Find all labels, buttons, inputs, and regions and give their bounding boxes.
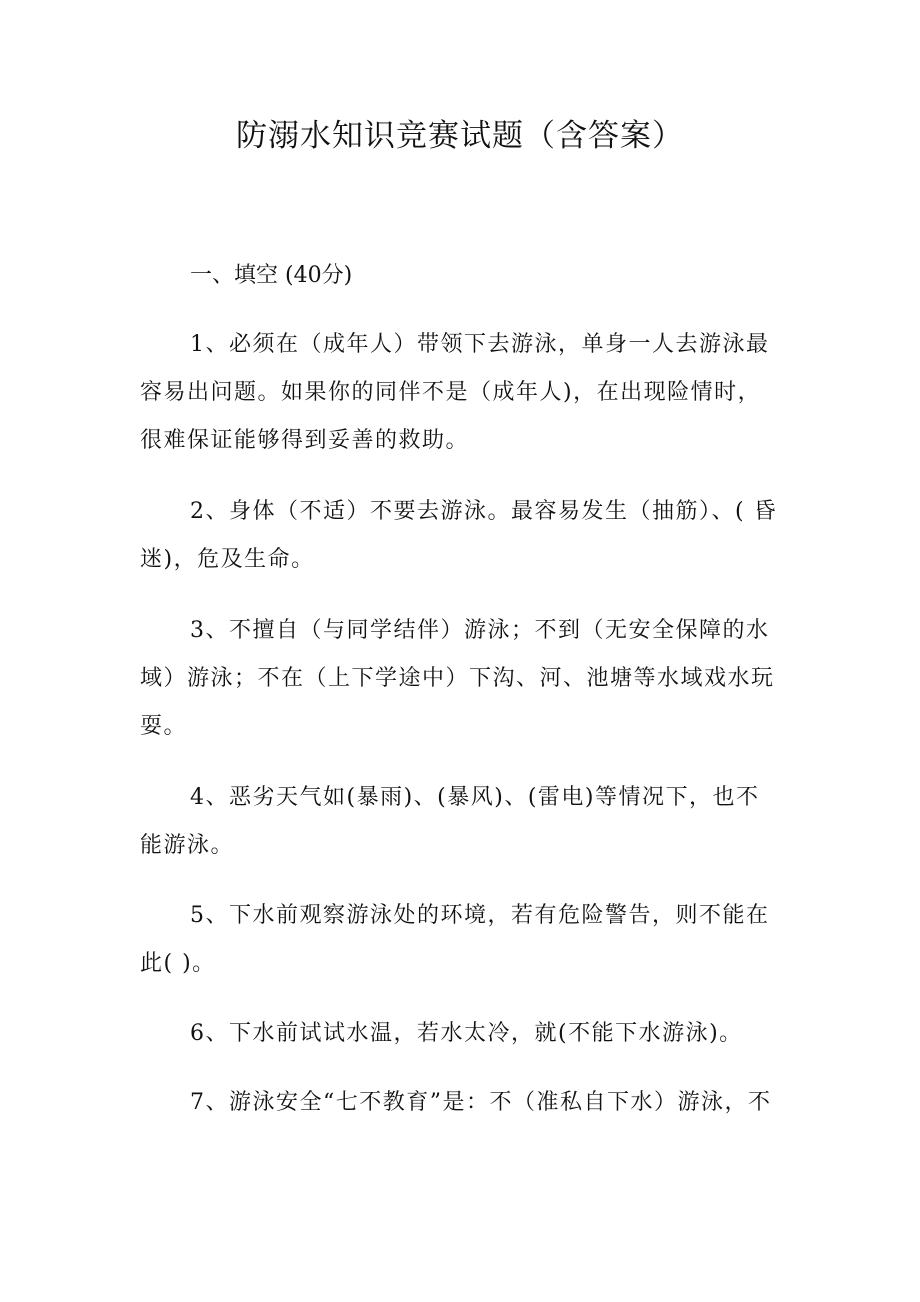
question-3: 3、不擅自（与同学结伴）游泳；不到（无安全保障的水域）游泳；不在（上下学途中）下沟、河、池塘等水域戏水玩耍。	[140, 618, 775, 739]
question-6: 6、下水前试试水温，若水太冷，就(不能下水游泳)。	[190, 1021, 743, 1046]
question-2: 2、身体（不适）不要去游泳。最容易发生（抽筋）、( 昏迷)，危及生命。	[140, 499, 778, 572]
document-title: 防溺水知识竞赛试题（含答案）	[236, 118, 684, 154]
section-heading-fill-in: 一、填空 (40分)	[190, 263, 353, 288]
question-4: 4、恶劣天气如(暴雨)、(暴风)、(雷电)等情况下，也不能游泳。	[140, 785, 760, 858]
question-5: 5、下水前观察游泳处的环境，若有危险警告，则不能在此( )。	[140, 903, 770, 976]
question-7: 7、游泳安全“七不教育”是：不（准私自下水）游泳，不	[190, 1090, 772, 1115]
question-1: 1、必须在（成年人）带领下去游泳，单身一人去游泳最容易出问题。如果你的同伴不是（成年人)，在出现险情时，很难保证能够得到妥善的救助。	[140, 332, 770, 453]
